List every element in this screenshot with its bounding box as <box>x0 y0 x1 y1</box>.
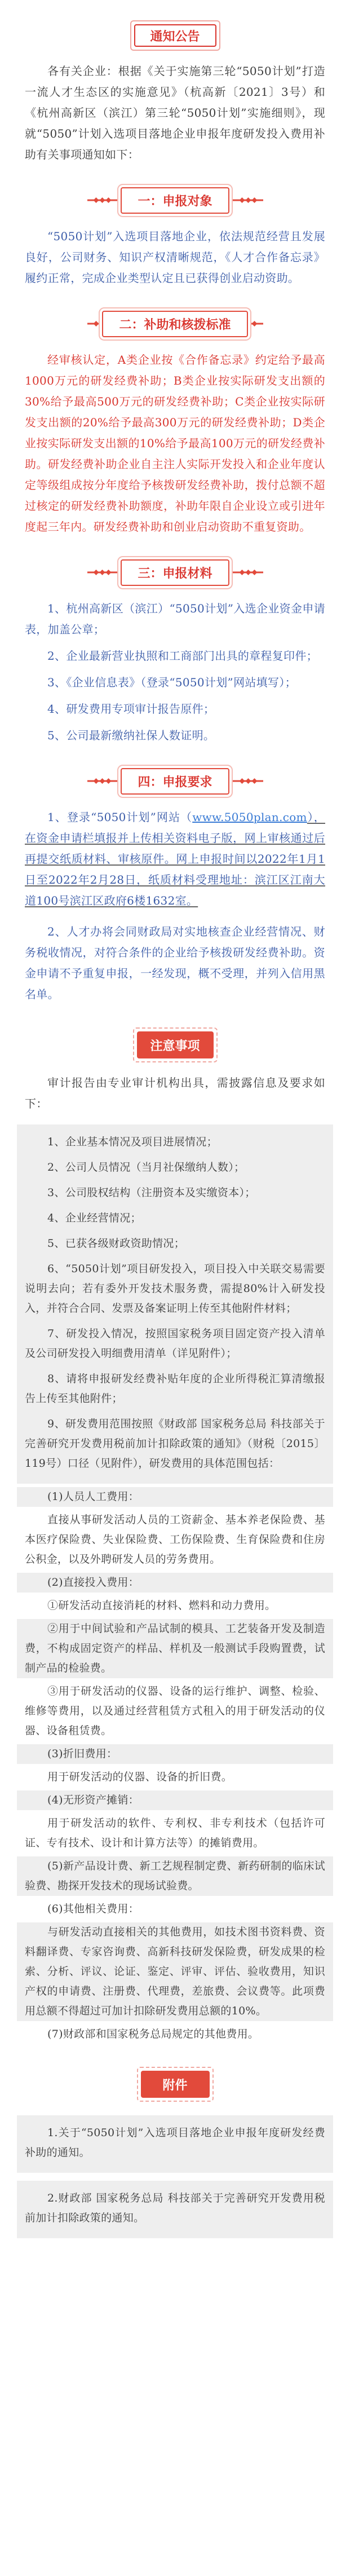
section-header-1 <box>87 184 263 216</box>
section-header-2 <box>87 308 263 339</box>
note-item: 4、企业经营情况； <box>47 1212 141 1224</box>
expense-item: ③用于研发活动的仪器、设备的运行维护、调整、检验、维修等费用，以及通过经营租赁方式租入的用于研发活动的仪器、设备租赁费。 <box>25 1685 325 1737</box>
expense-item: (6)其他相关费用： <box>47 1903 139 1915</box>
diamond-dots-right <box>240 571 256 575</box>
attachments-list <box>17 2181 333 2238</box>
requirement-1-prefix: 1、登录“5050计划”网站（ <box>47 810 193 824</box>
section-1-text: “5050计划”入选项目落地企业，依法规范经营且发展良好，公司财务、知识产权清晰规范，《人才合作备忘录》履约正常，完成企业类型认定且已获得创业启动资助。 <box>25 230 325 285</box>
expense-item: 用于研发活动的软件、专利权、非专利技术（包括许可证、专有技术、设计和计算方法等）的摊销费用。 <box>25 1817 325 1849</box>
notes-header <box>133 1027 218 1062</box>
diamond-dots-left <box>94 199 110 202</box>
diamond-dots-left <box>94 779 110 783</box>
expense-item: (3)折旧费用： <box>17 1744 333 1764</box>
expense-item: (7)财政部和国家税务总局规定的其他费用。 <box>47 2028 259 2040</box>
diamond-dots-right <box>240 779 256 783</box>
section-title: 四：申报要求 <box>121 768 229 795</box>
note-item: 1、企业基本情况及项目进展情况； <box>47 1136 218 1148</box>
notes-list <box>17 1124 333 1484</box>
notice-title: 通知公告 <box>134 24 216 47</box>
attachment-item[interactable]: 2.财政部 国家税务总局 科技部关于完善研究开发费用税前加计扣除政策的通知。 <box>25 2192 325 2224</box>
requirement-2: 2、人才办将会同财政局对实地核查企业经营情况、财务税收情况，对符合条件的企业给予核拨研发经费补助。资金申请不予重复申报，一经发现，概不受理，并列入信用黑名单。 <box>25 925 325 1001</box>
note-item: 7、研发投入情况，按照国家税务项目固定资产投入清单及公司研发投入明细费用清单（详见附件）； <box>25 1327 325 1360</box>
section-header-3 <box>87 557 263 588</box>
note-item: 8、请将申报研发经费补贴年度的企业所得税汇算清缴报告上传至其他附件； <box>25 1373 325 1405</box>
section-title: 三：申报材料 <box>121 559 229 586</box>
material-item: 1、杭州高新区（滨江）“5050计划”入选企业资金申请表，加盖公章； <box>25 602 325 636</box>
expense-item: 用于研发活动的仪器、设备的折旧费。 <box>47 1771 233 1783</box>
section-title: 一：申报对象 <box>121 187 229 214</box>
attachments-list <box>17 2115 333 2173</box>
website-link[interactable]: www.5050plan.com <box>192 810 307 824</box>
attachments-title: 附件 <box>141 2071 210 2098</box>
attachment-item[interactable]: 1.关于“5050计划”入选项目落地企业申报年度研发经费补助的通知。 <box>25 2127 325 2159</box>
notes-intro: 审计报告由专业审计机构出具，需披露信息及要求如下： <box>25 1076 325 1110</box>
material-item: 2、企业最新营业执照和工商部门出具的章程复印件； <box>47 649 318 663</box>
note-item: 6、“5050计划”项目研发投入，项目投入中关联交易需要说明去向；若有委外开发技术服务费，需提80%计入研发投入，并符合合同、发票及备案证明上传至其他附件材料； <box>25 1263 325 1315</box>
section-2-text: 经审核认定，A类企业按《合作备忘录》约定给予最高1000万元的研发经费补助；B类企业按实际研发支出额的30%给予最高500万元的研发经费补助；C类企业按实际研发支出额的20%给予最高300万元的研发经费补助；D类企业按实际研发支出额的10%给予最高100万元的研发经费补助。研发经费补助企业自主注人实际开发投入和企业年度认定等级组成按分年度给予核拨研发经费补助，拨付总额不超过核定的研发经费补助额度，补助年限自企业设立或引进年度起三年内。研发经费补助和创业启动资助不重复资助。 <box>25 353 325 533</box>
expense-item: 直接从事研发活动人员的工资薪金、基本养老保险费、基本医疗保险费、失业保险费、工伤保险费、生育保险费和住房公积金，以及外聘研发人员的劳务费用。 <box>25 1514 325 1565</box>
expense-item: ①研发活动直接消耗的材料、燃料和动力费用。 <box>47 1599 276 1612</box>
diamond-dots-right <box>240 199 256 202</box>
diamond-dots-left <box>94 571 110 575</box>
requirement-1-body: ），在资金申请栏填报并上传相关资料电子版，网上审核通过后再提交纸质材料、审核原件。网上申报时间以2022年1月1日至2022年2月28日，纸质材料受理地址：滨江区江南大道100号滨江区政府6楼1632室。 <box>25 810 325 907</box>
section-header-4 <box>87 765 263 797</box>
expense-item: ②用于中间试验和产品试制的模具、工艺装备开发及制造费，不构成固定资产的样品、样机及一般测试手段购置费，试制产品的检验费。 <box>17 1619 333 1678</box>
intro-paragraph: 各有关企业：根据《关于实施第三轮“5050计划”打造一流人才生态区的实施意见》（杭高新〔2021〕3号）和《杭州高新区（滨江）第三轮“5050计划”实施细则》，现就“5050”计划入选项目落地企业申报年度研发投入费用补助有关事项通知如下： <box>25 64 325 161</box>
expense-item: (1)人员人工费用： <box>17 1487 333 1507</box>
expense-item: 与研发活动直接相关的其他费用，如技术图书资料费、资料翻译费、专家咨询费、高新科技研发保险费，研发成果的检索、分析、评议、论证、鉴定、评审、评估、验收费用，知识产权的申请费、注册费、代理费，差旅费、会议费等。此项费用总额不得超过可加计扣除研发费用总额的10%。 <box>17 1922 333 2021</box>
material-item: 5、公司最新缴纳社保人数证明。 <box>47 729 215 742</box>
notice-page <box>0 20 350 2261</box>
note-item: 5、已获各级财政资助情况； <box>47 1237 185 1250</box>
notice-title-banner <box>130 20 220 51</box>
note-item: 9、研发费用范围按照《财政部 国家税务总局 科技部关于完善研究开发费用税前加计扣除政策的通知》（财税〔2015〕119号）口径（见附件），研发费用的具体范围包括： <box>25 1418 325 1470</box>
note-item: 3、公司股权结构（注册资本及实缴资本）； <box>47 1186 256 1199</box>
material-item: 4、研发费用专项审计报告原件； <box>47 702 215 716</box>
expense-item: (4)无形资产摊销： <box>17 1790 333 1810</box>
attachments-header <box>137 2067 214 2102</box>
requirement-1 <box>0 807 350 911</box>
section-title: 二：补助和核拨标准 <box>102 311 247 337</box>
notes-title: 注意事项 <box>137 1031 214 1058</box>
expense-list <box>17 1487 333 2044</box>
note-item: 2、公司人员情况（当月社保缴纳人数）； <box>47 1161 245 1174</box>
material-item: 3、《企业信息表》（登录“5050计划”网站填写）； <box>47 676 296 689</box>
expense-item: (2)直接投入费用： <box>17 1573 333 1593</box>
expense-item: (5)新产品设计费、新工艺规程制定费、新药研制的临床试验费、勘探开发技术的现场试验费。 <box>17 1856 333 1896</box>
